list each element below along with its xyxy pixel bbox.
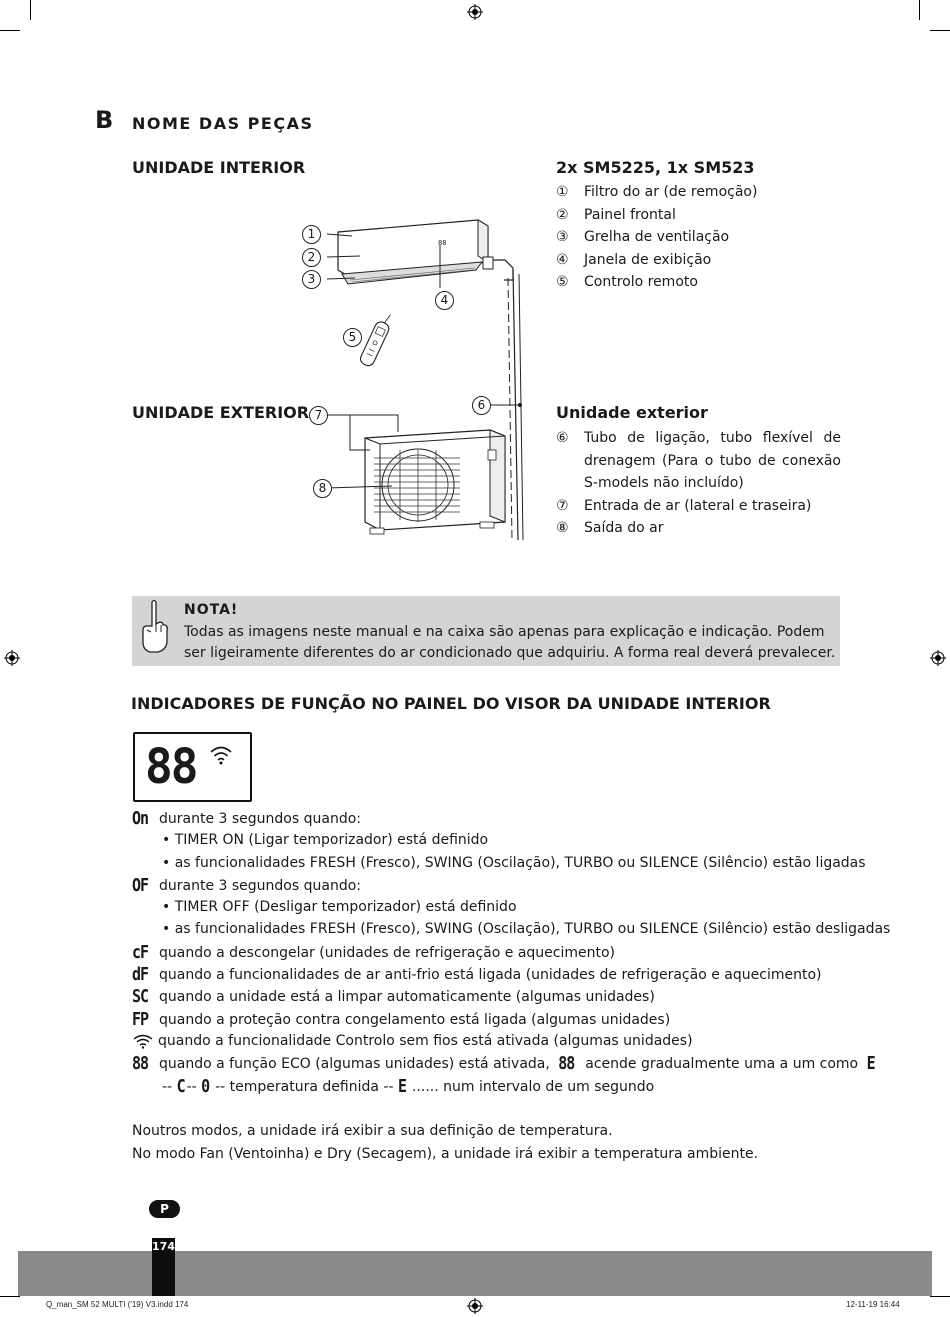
- sc-code: SC: [132, 985, 149, 1008]
- indicator-row-on: [132, 807, 852, 829]
- callout-8: 8: [313, 479, 332, 498]
- callout-3: 3: [302, 270, 321, 289]
- registration-mark-icon: [930, 650, 946, 666]
- cf-text: quando a descongelar (unidades de refrigeração e aquecimento): [159, 944, 616, 961]
- item-number: ⑧: [556, 520, 569, 536]
- indoor-display-digits: 88: [438, 239, 447, 247]
- crop-mark: [0, 30, 20, 31]
- closing-line: Noutros modos, a unidade irá exibir a sua definição de temperatura.: [132, 1123, 613, 1139]
- bullet-item: • TIMER ON (Ligar temporizador) está definido: [162, 832, 489, 849]
- df-code: dF: [132, 963, 149, 985]
- outdoor-list-heading: Unidade exterior: [556, 403, 708, 422]
- indicator-row-df: [132, 963, 852, 985]
- item-number: ③: [556, 229, 569, 245]
- of-text: durante 3 segundos quando:: [159, 877, 361, 894]
- registration-mark-icon: [467, 4, 483, 20]
- cf-code: cF: [132, 940, 149, 963]
- indicator-row-wifi: [132, 1030, 852, 1052]
- callout-4: 4: [435, 291, 454, 310]
- item-number: ①: [556, 184, 569, 200]
- outdoor-unit-illustration: [365, 430, 505, 534]
- list-item: [556, 204, 841, 227]
- df-text: quando a funcionalidades de ar anti-frio está ligada (unidades de refrigeração e aquecimento): [159, 967, 822, 984]
- list-item: [556, 226, 841, 249]
- item-number: ④: [556, 251, 569, 268]
- callout-5: 5: [343, 328, 362, 347]
- indicator-row-sc: [132, 985, 852, 1007]
- item-label: Entrada de ar (lateral e traseira): [584, 497, 812, 514]
- model-heading: 2x SM5225, 1x SM523: [556, 158, 755, 177]
- item-label: Painel frontal: [584, 206, 676, 223]
- list-item: [556, 517, 841, 540]
- eco-segment-e: E: [866, 1052, 875, 1075]
- item-label: Filtro do ar (de remoção): [584, 184, 758, 200]
- bullet-item: • TIMER OFF (Desligar temporizador) está definido: [162, 899, 517, 916]
- indicator-list: [132, 807, 891, 1097]
- slug-date: 12-11-19 16:44: [846, 1300, 900, 1309]
- air-conditioner-diagram: [300, 210, 540, 545]
- crop-mark: [0, 1296, 20, 1297]
- language-badge: P: [149, 1200, 180, 1218]
- on-code: On: [132, 807, 149, 829]
- item-label: Saída do ar: [584, 520, 664, 536]
- item-label: Grelha de ventilação: [584, 229, 730, 245]
- eco-dash-2: --: [186, 1078, 197, 1095]
- on-text: durante 3 segundos quando:: [159, 811, 361, 827]
- wifi-icon: [209, 744, 233, 766]
- remote-control-illustration: [359, 311, 395, 368]
- item-label: Controlo remoto: [584, 274, 698, 290]
- list-item: [556, 181, 841, 204]
- eco-segment-c: C: [176, 1074, 185, 1097]
- item-number: ⑥: [556, 430, 569, 446]
- item-number: ⑦: [556, 497, 569, 514]
- slug-filename: Q_man_SM 52 MULTI ('19) V3.indd 174: [46, 1300, 189, 1309]
- eco-dash-3: -- temperatura definida --: [215, 1078, 394, 1095]
- indicator-row-of: [132, 874, 852, 896]
- lcd-digits: 88: [145, 737, 197, 795]
- indicator-row-cf: [132, 941, 852, 963]
- note-title: NOTA!: [184, 602, 239, 618]
- registration-mark-icon: [4, 650, 20, 666]
- indoor-unit-illustration: [338, 220, 513, 284]
- pointing-hand-icon: [140, 598, 170, 656]
- crop-mark: [30, 0, 31, 20]
- registration-mark-icon: [467, 1298, 483, 1314]
- outdoor-unit-heading: UNIDADE EXTERIOR: [132, 403, 310, 422]
- section-letter: B: [95, 106, 114, 134]
- indoor-unit-heading: UNIDADE INTERIOR: [132, 158, 306, 177]
- list-item: [556, 249, 841, 272]
- indicator-row-fp: [132, 1008, 852, 1030]
- display-panel: [133, 732, 252, 802]
- outdoor-parts-list: [556, 427, 841, 540]
- callout-6: 6: [472, 396, 491, 415]
- eco-segment-0: 0: [201, 1074, 210, 1097]
- eco-code: 88: [132, 1052, 149, 1075]
- wifi-text: quando a funcionalidade Controlo sem fios está ativada (algumas unidades): [158, 1032, 693, 1049]
- item-number: ②: [556, 206, 569, 223]
- eco-dash-1: --: [162, 1078, 173, 1095]
- page-number: 174: [152, 1240, 175, 1253]
- list-item: [556, 427, 841, 495]
- wifi-icon: [132, 1033, 154, 1049]
- closing-line: No modo Fan (Ventoinha) e Dry (Secagem), a unidade irá exibir a temperatura ambiente.: [132, 1145, 759, 1162]
- callout-7: 7: [309, 406, 328, 425]
- callout-1: 1: [302, 225, 321, 244]
- eco-segment-e2: E: [397, 1074, 406, 1097]
- note-text: Todas as imagens neste manual e na caixa são apenas para explicação e indicação. Podem ser ligeiramente diferentes do ar condicionado que adquiriu. A forma real deverá prevalecer.: [184, 624, 836, 661]
- list-item: [556, 495, 841, 518]
- callout-2: 2: [302, 248, 321, 267]
- indicator-row-eco: [132, 1052, 875, 1075]
- item-label: Tubo de ligação, tubo flexível de drenagem (Para o tubo de conexão S-models não incluído): [584, 430, 841, 491]
- closing-paragraph: [132, 1120, 758, 1165]
- sc-text: quando a unidade está a limpar automaticamente (algumas unidades): [159, 989, 655, 1006]
- item-number: ⑤: [556, 274, 569, 290]
- list-item: [556, 271, 841, 294]
- indicator-row-eco-sequence: [132, 1075, 852, 1097]
- eco-text-b: acende gradualmente uma a um como: [585, 1056, 859, 1073]
- fp-code: FP: [132, 1007, 149, 1030]
- eco-interval-text: ...... num intervalo de um segundo: [411, 1078, 655, 1095]
- bullet-item: • as funcionalidades FRESH (Fresco), SWING (Oscilação), TURBO ou SILENCE (Silêncio) estão ligadas: [162, 854, 866, 871]
- eco-text-a: quando a função ECO (algumas unidades) está ativada,: [159, 1056, 550, 1073]
- bullet-item: • as funcionalidades FRESH (Fresco), SWING (Oscilação), TURBO ou SILENCE (Silêncio) estão desligadas: [162, 921, 891, 938]
- eco-code-2: 88: [558, 1052, 575, 1075]
- section-title: NOME DAS PEÇAS: [132, 114, 314, 133]
- fp-text: quando a proteção contra congelamento está ligada (algumas unidades): [159, 1011, 671, 1028]
- indicators-heading: INDICADORES DE FUNÇÃO NO PAINEL DO VISOR DA UNIDADE INTERIOR: [131, 694, 771, 713]
- crop-mark: [930, 1296, 950, 1297]
- crop-mark: [930, 30, 950, 31]
- of-code: OF: [132, 874, 149, 896]
- item-label: Janela de exibição: [584, 251, 712, 268]
- indoor-parts-list: [556, 181, 841, 294]
- crop-mark: [919, 0, 920, 20]
